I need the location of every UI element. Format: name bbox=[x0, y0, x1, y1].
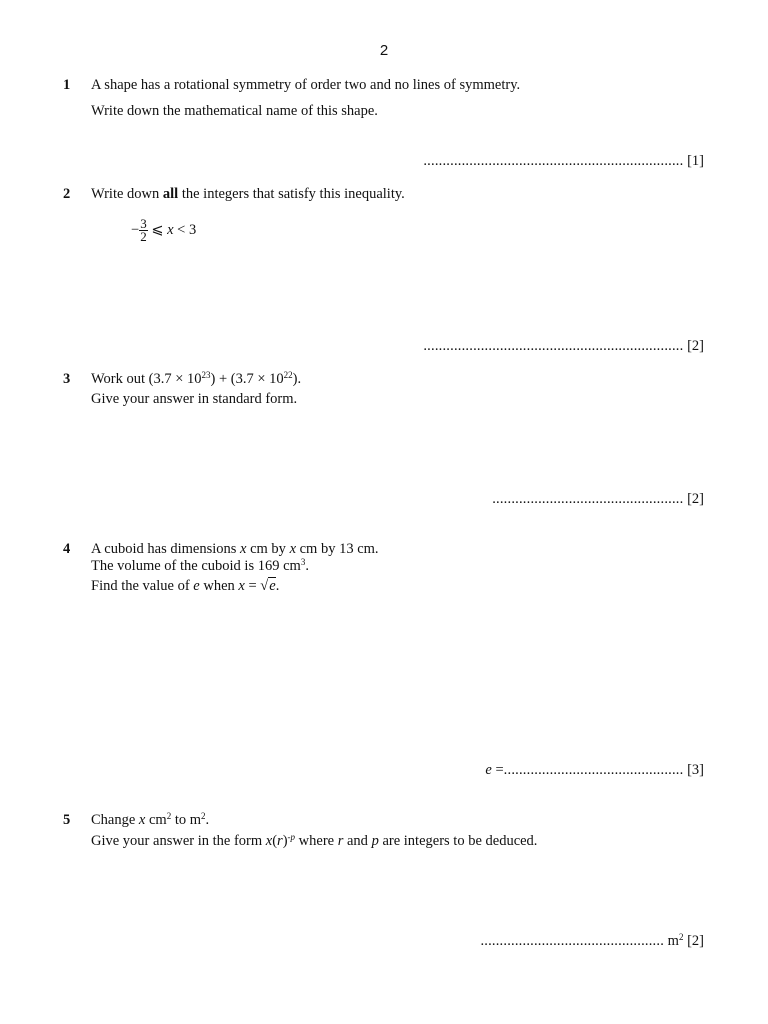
answer-dots: .................................................................... bbox=[423, 153, 684, 169]
question-text bbox=[91, 578, 279, 595]
question-number: 5 bbox=[63, 812, 71, 828]
relation: ⩽ bbox=[151, 221, 164, 238]
variable: e bbox=[193, 578, 200, 594]
variable: x bbox=[238, 578, 245, 594]
text: The volume of the cuboid is 169 cm bbox=[91, 558, 301, 574]
exponent: -p bbox=[287, 832, 296, 842]
marks: [2] bbox=[687, 338, 704, 354]
marks: [1] bbox=[687, 153, 704, 169]
question-text bbox=[91, 812, 209, 829]
page-number: 2 bbox=[379, 42, 389, 59]
inequality bbox=[131, 218, 196, 243]
variable: r bbox=[277, 833, 283, 849]
text: cm bbox=[145, 812, 167, 828]
question-text: Write down the mathematical name of this shape. bbox=[91, 103, 378, 119]
inequality-rest: < 3 bbox=[177, 221, 197, 238]
text: Work out (3.7 × 10 bbox=[91, 371, 202, 387]
question-text bbox=[91, 558, 309, 575]
question-text bbox=[91, 371, 301, 388]
text: . bbox=[275, 578, 280, 594]
question-number: 4 bbox=[63, 541, 71, 557]
text: Write down bbox=[91, 186, 163, 202]
question-text: A shape has a rotational symmetry of order two and no lines of symmetry. bbox=[91, 77, 521, 93]
equals: = bbox=[491, 762, 504, 778]
text: where bbox=[295, 833, 338, 849]
denominator: 2 bbox=[140, 229, 147, 244]
text: cm by bbox=[246, 541, 290, 557]
variable: x bbox=[138, 812, 146, 828]
numerator: 3 bbox=[140, 216, 147, 231]
text: and bbox=[343, 833, 372, 849]
text: are integers to be deduced. bbox=[378, 833, 538, 849]
question-number: 1 bbox=[63, 77, 71, 93]
text: ). bbox=[292, 371, 302, 387]
text: ) bbox=[282, 833, 288, 849]
text: A cuboid has dimensions bbox=[91, 541, 241, 557]
variable: r bbox=[337, 833, 344, 849]
question-text bbox=[91, 541, 379, 558]
question-text bbox=[91, 833, 537, 850]
exponent: 23 bbox=[201, 370, 211, 380]
question-text: Give your answer in standard form. bbox=[91, 391, 298, 407]
marks: [2] bbox=[687, 491, 704, 507]
answer-line[interactable] bbox=[485, 762, 704, 779]
answer-line[interactable] bbox=[480, 933, 704, 950]
marks: [2] bbox=[687, 933, 704, 949]
text: to m bbox=[171, 812, 202, 828]
answer-line[interactable] bbox=[423, 338, 704, 355]
text: Find the value of bbox=[91, 578, 194, 594]
answer-dots: .................................................................... bbox=[423, 338, 684, 354]
marks: [3] bbox=[687, 762, 704, 778]
text: ) + (3.7 × 10 bbox=[210, 371, 284, 387]
radicand: e bbox=[269, 578, 276, 594]
variable: x bbox=[167, 221, 174, 238]
variable: x bbox=[240, 541, 247, 557]
variable: x bbox=[265, 833, 273, 849]
answer-label: e bbox=[485, 762, 492, 778]
answer-line[interactable] bbox=[492, 491, 704, 508]
question-number: 2 bbox=[63, 186, 71, 202]
exponent: 22 bbox=[283, 370, 293, 380]
exponent: 3 bbox=[300, 557, 306, 567]
variable: x bbox=[289, 541, 296, 557]
question-text bbox=[91, 186, 405, 203]
text: . bbox=[305, 558, 309, 574]
text: cm by 13 cm. bbox=[296, 541, 379, 557]
minus-sign: − bbox=[131, 221, 140, 238]
answer-line[interactable] bbox=[423, 153, 704, 170]
text: Give your answer in the form bbox=[91, 833, 266, 849]
unit: m bbox=[664, 933, 679, 949]
exponent: 2 bbox=[166, 811, 172, 821]
exponent: 2 bbox=[678, 932, 684, 942]
text: ( bbox=[272, 833, 278, 849]
fraction bbox=[139, 218, 148, 243]
sqrt-icon: √ bbox=[260, 578, 269, 594]
text: the integers that satisfy this inequality. bbox=[178, 186, 405, 202]
exponent: 2 bbox=[201, 811, 206, 821]
answer-dots: ................................................ bbox=[480, 933, 665, 949]
text: . bbox=[205, 812, 210, 828]
bold-text: all bbox=[162, 186, 179, 202]
answer-dots: .................................................. bbox=[492, 491, 684, 507]
question-number: 3 bbox=[63, 371, 71, 387]
text: Change bbox=[91, 812, 139, 828]
variable: p bbox=[371, 833, 379, 849]
text: when bbox=[199, 578, 239, 594]
text: = bbox=[244, 578, 261, 594]
answer-dots: ............................................... bbox=[503, 762, 684, 778]
